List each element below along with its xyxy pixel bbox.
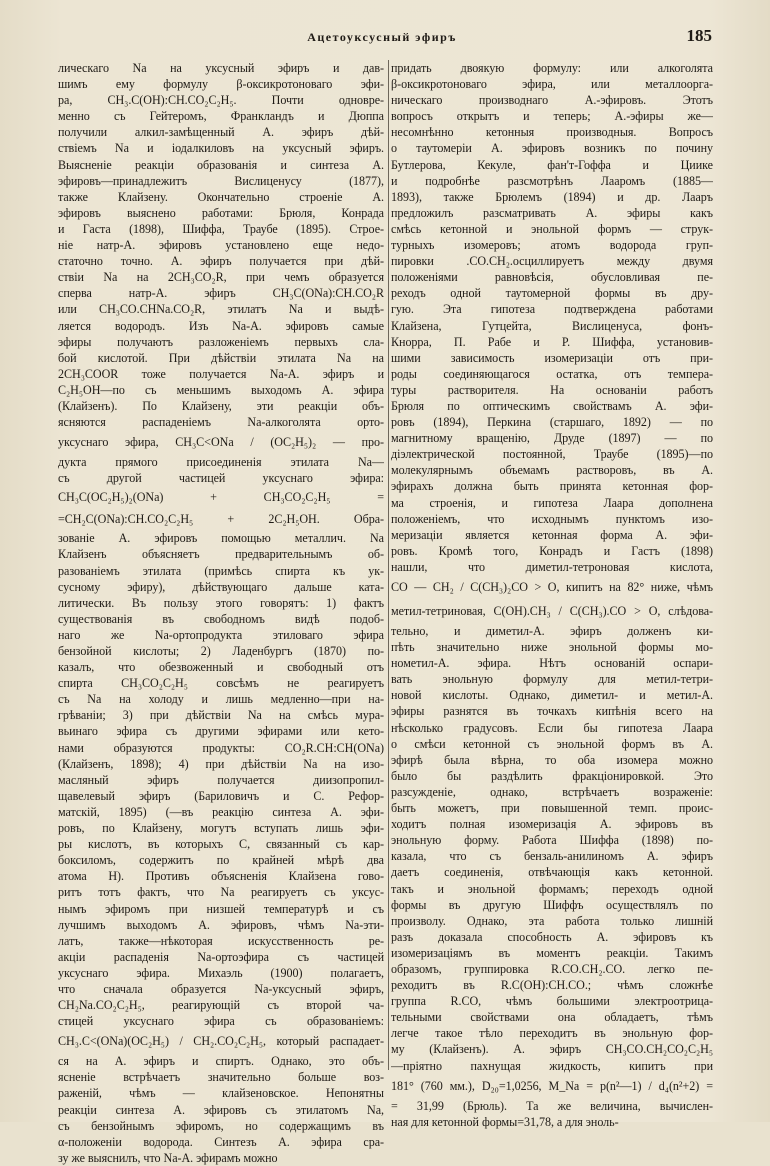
text-line: лучшимъ выходомъ А. эфировъ, чѣмъ Na-эти- <box>58 917 384 932</box>
text-line: что сначала образуется Na-уксусный эфиръ, <box>58 981 384 996</box>
text-line: тельно, и диметил-А. эфиръ долженъ ки- <box>391 624 713 638</box>
text-line: легче такое тѣло переходитъ въ энольную фор- <box>391 1026 713 1041</box>
text-line: ма строенія, и гипотеза Лаара дополнена <box>391 495 713 510</box>
text-line: ясненіе встрѣчаетъ значительно больше воз- <box>58 1070 384 1085</box>
text-line: CH₃C(OC₂H₅)₂(ONa) + CH₃CO₂C₂H₅ = <box>58 490 384 505</box>
text-line: также Клайзену. Окончательно строеніе А. <box>58 189 384 204</box>
text-line: зу же выяснилъ, что Na-А. эфирамъ можно <box>58 1150 278 1165</box>
text-line: вать энольную формулу для метил-тетри- <box>391 672 713 687</box>
text-line: о смѣси кетонной съ энольной формъ въ А. <box>391 736 713 751</box>
text-line: литически. Въ пользу этого говорятъ: 1) фактъ <box>58 595 384 610</box>
text-line: ся на А. эфиръ и спиртъ. Однако, это объ- <box>58 1054 384 1069</box>
text-line: акціи распаденія Na-ортоэфира съ частицей <box>58 949 384 964</box>
text-line: Брюля по оптическимъ свойствамъ А. эфи- <box>391 398 713 413</box>
text-line: 181° (760 мм.), D₂₀=1,0256, M_Na = p(n²—1) / d₄(n²+2) = <box>391 1078 713 1093</box>
text-line: вьинаго эфира съ другими эфирами или кето- <box>58 724 384 739</box>
text-line: ніе натр-А. эфировъ установлено еще недо- <box>58 238 384 253</box>
text-line: = 31,99 (Брюль). Та же величина, вычислен- <box>391 1098 713 1113</box>
text-line: нометил-А. эфира. Нѣтъ основаній оспари- <box>391 656 713 671</box>
text-line: ра, CH₃.C(OH):CH.CO₂C₂H₅. Почти одновре- <box>58 93 384 108</box>
text-line: стицей уксуснаго эфира съ образованіемъ: <box>58 1014 384 1029</box>
text-line: энольную форму. Работа Шиффа (1898) по- <box>391 833 713 848</box>
text-line: ритъ тотъ фактъ, что Na реагируетъ съ уксус- <box>58 885 384 900</box>
text-line: эфировъ—принадлежитъ Вислиценусу (1877), <box>58 173 384 188</box>
text-line: (Клайзенъ, 1898); 4) при дѣйствіи Na на изо- <box>58 756 384 771</box>
text-line: бензойной кислоты; 2) Ладенбургъ (1870) по- <box>58 644 384 658</box>
text-line: такъ и энольной формамъ; переходъ одной <box>391 881 713 896</box>
text-line: наго же Na-ортопродукта этиловаго эфира <box>58 627 384 642</box>
text-line: ровъ (1894), Перкина (старшаго, 1892) — по <box>391 415 713 430</box>
text-line: пировки .CO.CH₂.осциллируетъ между двумя <box>391 254 713 269</box>
text-line: магнитному вращенію, Друде (1897) — по <box>391 431 713 446</box>
text-line: менно съ Гейтеромъ, Франкландъ и Дюппа <box>58 109 384 124</box>
text-line: грѣваніи; 3) при дѣйствіи Na на смѣсь мура- <box>58 708 384 723</box>
text-line: несомнѣнно кетонныя производныя. Вопросъ <box>391 125 713 140</box>
text-line: эфировъ выяснено работами: Брюля, Конрада <box>58 205 384 220</box>
text-line: 2CH₃COOR тоже получается Na-А. эфиръ и <box>58 366 384 381</box>
text-line: ры кислотъ, въ которыхъ С, связанный съ кар- <box>58 837 384 852</box>
text-line: Бутлерова, Кекуле, фан'т-Гоффа и Циике <box>391 157 713 172</box>
text-line: ходитъ полная изомеризація А. эфировъ въ <box>391 817 713 832</box>
text-line: Кнорра, П. Рабе и Р. Шиффа, установив- <box>391 334 713 349</box>
text-line: изомеризаціямъ въ моментъ реакціи. Такимъ <box>391 945 713 960</box>
text-line: Клайзенъ объясняетъ предварительнымъ об- <box>58 547 384 562</box>
text-line: лическаго Na на уксусный эфиръ и дав- <box>58 61 384 75</box>
text-line: спирта CH₃CO₂C₂H₅ совсѣмъ не реагируетъ <box>58 676 384 691</box>
text-line: пѣть значительно ниже энольной формы мо- <box>391 640 713 655</box>
text-line: эфирѣ была вѣрна, то оба изомера можно <box>391 752 713 767</box>
text-line: β-оксикротоноваго эфира, или металлоорга- <box>391 77 713 92</box>
text-line: реходитъ въ R.C(OH):CH.CO.; чѣмъ сложнѣе <box>391 978 713 993</box>
text-line: эфиры получаютъ разложеніемъ первыхъ сла- <box>58 334 384 349</box>
text-line: ническаго производнаго А.-эфировъ. Этотъ <box>391 93 713 108</box>
text-line: придать двоякую формулу: или алкоголята <box>391 61 713 75</box>
text-line: формы въ другую Шиффъ осуществлялъ по <box>391 897 713 912</box>
text-line: разсужденіе, однако, встрѣчаетъ возраженіе: <box>391 784 713 799</box>
text-line: CH₂Na.CO₂C₂H₅, реагирующій съ второй ча- <box>58 998 384 1013</box>
text-line: получили алкил-замѣщенный А. эфиръ дѣй- <box>58 125 384 140</box>
text-line: вопросъ открытъ и теперь; А.-эфиры же— <box>391 109 713 124</box>
text-line: нымъ эфиромъ при низшей температурѣ и съ <box>58 901 384 916</box>
text-line: C₂H₅OH—по съ меньшимъ выходомъ А. эфира <box>58 382 384 397</box>
text-line: уксуснаго эфира. Михаэль (1900) полагаетъ, <box>58 965 384 980</box>
text-line: Выясненіе реакціи образованія и синтеза А. <box>58 157 384 172</box>
text-line: зованіе А. эфировъ помощью металлич. Na <box>58 531 384 546</box>
text-line: нѣсколько градусовъ. Если бы гипотеза Лаара <box>391 720 713 735</box>
text-line: статочно точно. А. эфиръ получается при дѣй- <box>58 254 384 269</box>
text-line: смѣсь кетонной и энольной формъ — струк- <box>391 221 713 236</box>
text-line: эфирахъ должна быть принята кетонная фор- <box>391 479 713 494</box>
text-line: группа R.CO, чѣмъ большими электроотрица- <box>391 994 713 1009</box>
text-line: матскій, 1895) (—въ реакцію синтеза А. эфи- <box>58 804 384 819</box>
text-line: произволу. Однако, эта работа только лишній <box>391 913 713 928</box>
text-line: быть можетъ, при повышенной темп. проис- <box>391 801 713 816</box>
text-line: съ бензойнымъ эфиромъ, но содержащимъ въ <box>58 1118 384 1133</box>
page-header <box>52 26 712 50</box>
text-line: CH₃.C<(ONa)(OC₂H₅) / CH₂.CO₂C₂H₅, который распадает- <box>58 1034 384 1049</box>
text-line: ствіемъ Na и іодалкиловъ на уксусный эфиръ. <box>58 141 384 156</box>
text-line: положеніемъ, что исходнымъ пунктомъ изо- <box>391 511 713 526</box>
text-line: съ Na на холоду и лишь медленно—при на- <box>58 692 384 707</box>
text-line: молекулярнымъ объемамъ растворовъ, въ А. <box>391 463 713 478</box>
text-line: образомъ, группировка R.CO.CH₂.CO. легко пе- <box>391 961 713 976</box>
text-line: CO — CH₂ / C(CH₃)₂CO > O, кипитъ на 82° ниже, чѣмъ <box>391 580 713 594</box>
text-line: реходъ одной таутомерной формы въ дру- <box>391 286 713 301</box>
text-line: 1893), также Брюлемъ (1894) и др. Лааръ <box>391 189 713 204</box>
text-line: разъ доказала способность А. эфировъ къ <box>391 929 713 944</box>
page-number: 185 <box>686 26 712 45</box>
text-line: туры растворителя. На основаніи работъ <box>391 382 713 397</box>
text-line: новой кислоты. Однако, диметил- и метил-А. <box>391 688 713 703</box>
text-line: раженій, чѣмъ — клайзеновское. Непонятны <box>58 1086 384 1101</box>
text-line: реакціи синтеза А. эфировъ съ этилатомъ Na, <box>58 1102 384 1117</box>
text-line: или CH₃CO.CHNa.CO₂R, этилатъ Na и выдѣ- <box>58 302 384 317</box>
text-line: масляный эфиръ получается диизопропил- <box>58 772 384 787</box>
text-line: существованія въ свободномъ видѣ подоб- <box>58 611 384 626</box>
text-line: ровъ, по Клайзену, могутъ вступать лишь эфи- <box>58 821 384 836</box>
text-line: α-положеніи водорода. Синтезъ А. эфира сра- <box>58 1134 384 1149</box>
left-column <box>58 60 384 1166</box>
text-line: уксуснаго эфира, CH₃C<ONa / (OC₂H₅)₂ — про- <box>58 435 384 450</box>
text-line: меризаціи является кетонная форма А. эфи- <box>391 527 713 542</box>
text-line: му (Клайзенъ). А. эфиръ CH₃CO.CH₂CO₂C₂H₅ <box>391 1042 713 1057</box>
text-line: ствіи Na на 2CH₃CO₂R, при чемъ образуется <box>58 270 384 285</box>
column-divider <box>388 60 389 1070</box>
text-line: разованіемъ этилата (примѣсь спирта къ ук- <box>58 563 384 578</box>
text-line: атома H). Противъ объясненія Клайзена гово- <box>58 869 384 884</box>
text-line: шими зависимость изомеризаціи отъ при- <box>391 350 713 365</box>
text-line: сусному эфиру), дѣйствующаго дальше ката- <box>58 579 384 594</box>
text-line: казалъ, что обезвоженный и свободный отъ <box>58 660 384 675</box>
text-line: тельными свойствами она обладаетъ, тѣмъ <box>391 1010 713 1025</box>
text-line: =CH₂C(ONa):CH.CO₂C₂H₅ + 2C₂H₅OH. Обра- <box>58 512 384 527</box>
text-line: о таутомеріи А. эфировъ возникъ по почину <box>391 141 713 156</box>
text-line: съ другой частицей уксуснаго эфира: <box>58 471 384 486</box>
text-line: гую. Эта гипотеза подтверждена работами <box>391 302 713 317</box>
text-line: —пріятно пахнущая жидкость, кипитъ при <box>391 1058 713 1073</box>
text-line: Клайзена, Гутцейта, Вислиценуса, фонъ- <box>391 318 713 333</box>
text-line: нами образуются продукты: CO₂R.CH:CH(ONa) <box>58 740 384 755</box>
text-line: латъ, также—нѣкоторая искусственность ре- <box>58 933 384 948</box>
text-line: боксиломъ, содержитъ по крайней мѣрѣ два <box>58 853 384 868</box>
text-line: діэлектрической постоянной, Траубе (1895)—по <box>391 447 713 462</box>
text-line: (Клайзенъ). По Клайзену, эти реакціи объ- <box>58 398 384 413</box>
running-head: Ацетоуксусный эфиръ <box>307 30 457 44</box>
text-line: и Гаста (1898), Шиффа, Траубе (1895). Строе- <box>58 221 384 236</box>
text-line: бой кислотой. При дѣйствіи этилата Na на <box>58 350 384 365</box>
text-line: ровъ. Кромѣ того, Конрадъ и Гастъ (1898) <box>391 543 713 558</box>
text-line: дукта прямого присоединенія этилата Na— <box>58 455 384 470</box>
text-line: предложилъ разсматривать А. эфиры какъ <box>391 205 713 220</box>
text-line: эфиры разнятся въ точкахъ кипѣнія всего на <box>391 704 713 719</box>
text-line: сперва натр-А. эфиръ CH₃C(ONa):CH.CO₂R <box>58 286 384 301</box>
text-line: щавелевый эфиръ (Бариловичъ и С. Рефор- <box>58 788 384 803</box>
text-line: метил-тетриновая, C(OH).CH₃ / C(CH₃).CO > O, слѣдова- <box>391 604 713 618</box>
text-line: и подробнѣе разсмотрѣнъ Лааромъ (1885— <box>391 173 713 188</box>
text-line: роды соединяющагося остатка, отъ темпера- <box>391 366 713 381</box>
text-line: было бы раздѣлить фракціонировкой. Это <box>391 768 713 783</box>
text-line: турныхъ изомеровъ; атомъ водорода груп- <box>391 238 713 253</box>
text-line: ляется водородъ. Изъ Na-А. эфировъ самые <box>58 318 384 333</box>
text-line: даетъ соединенія, отвѣчающія какъ кетонной. <box>391 865 713 880</box>
text-line: ная для кетонной формы=31,78, а для эноль- <box>391 1114 619 1129</box>
right-column <box>391 60 713 1130</box>
text-line: положеніями равновѣсія, обусловливая пе- <box>391 270 713 285</box>
text-line: нашли, что диметил-тетроновая кислота, <box>391 559 713 574</box>
text-line: шимъ ему формулу β-оксикротоноваго эфи- <box>58 77 384 92</box>
text-line: ясняются распаденіемъ Na-алкоголята орто- <box>58 415 384 430</box>
text-line: казала, что съ бензаль-анилиномъ А. эфиръ <box>391 849 713 864</box>
